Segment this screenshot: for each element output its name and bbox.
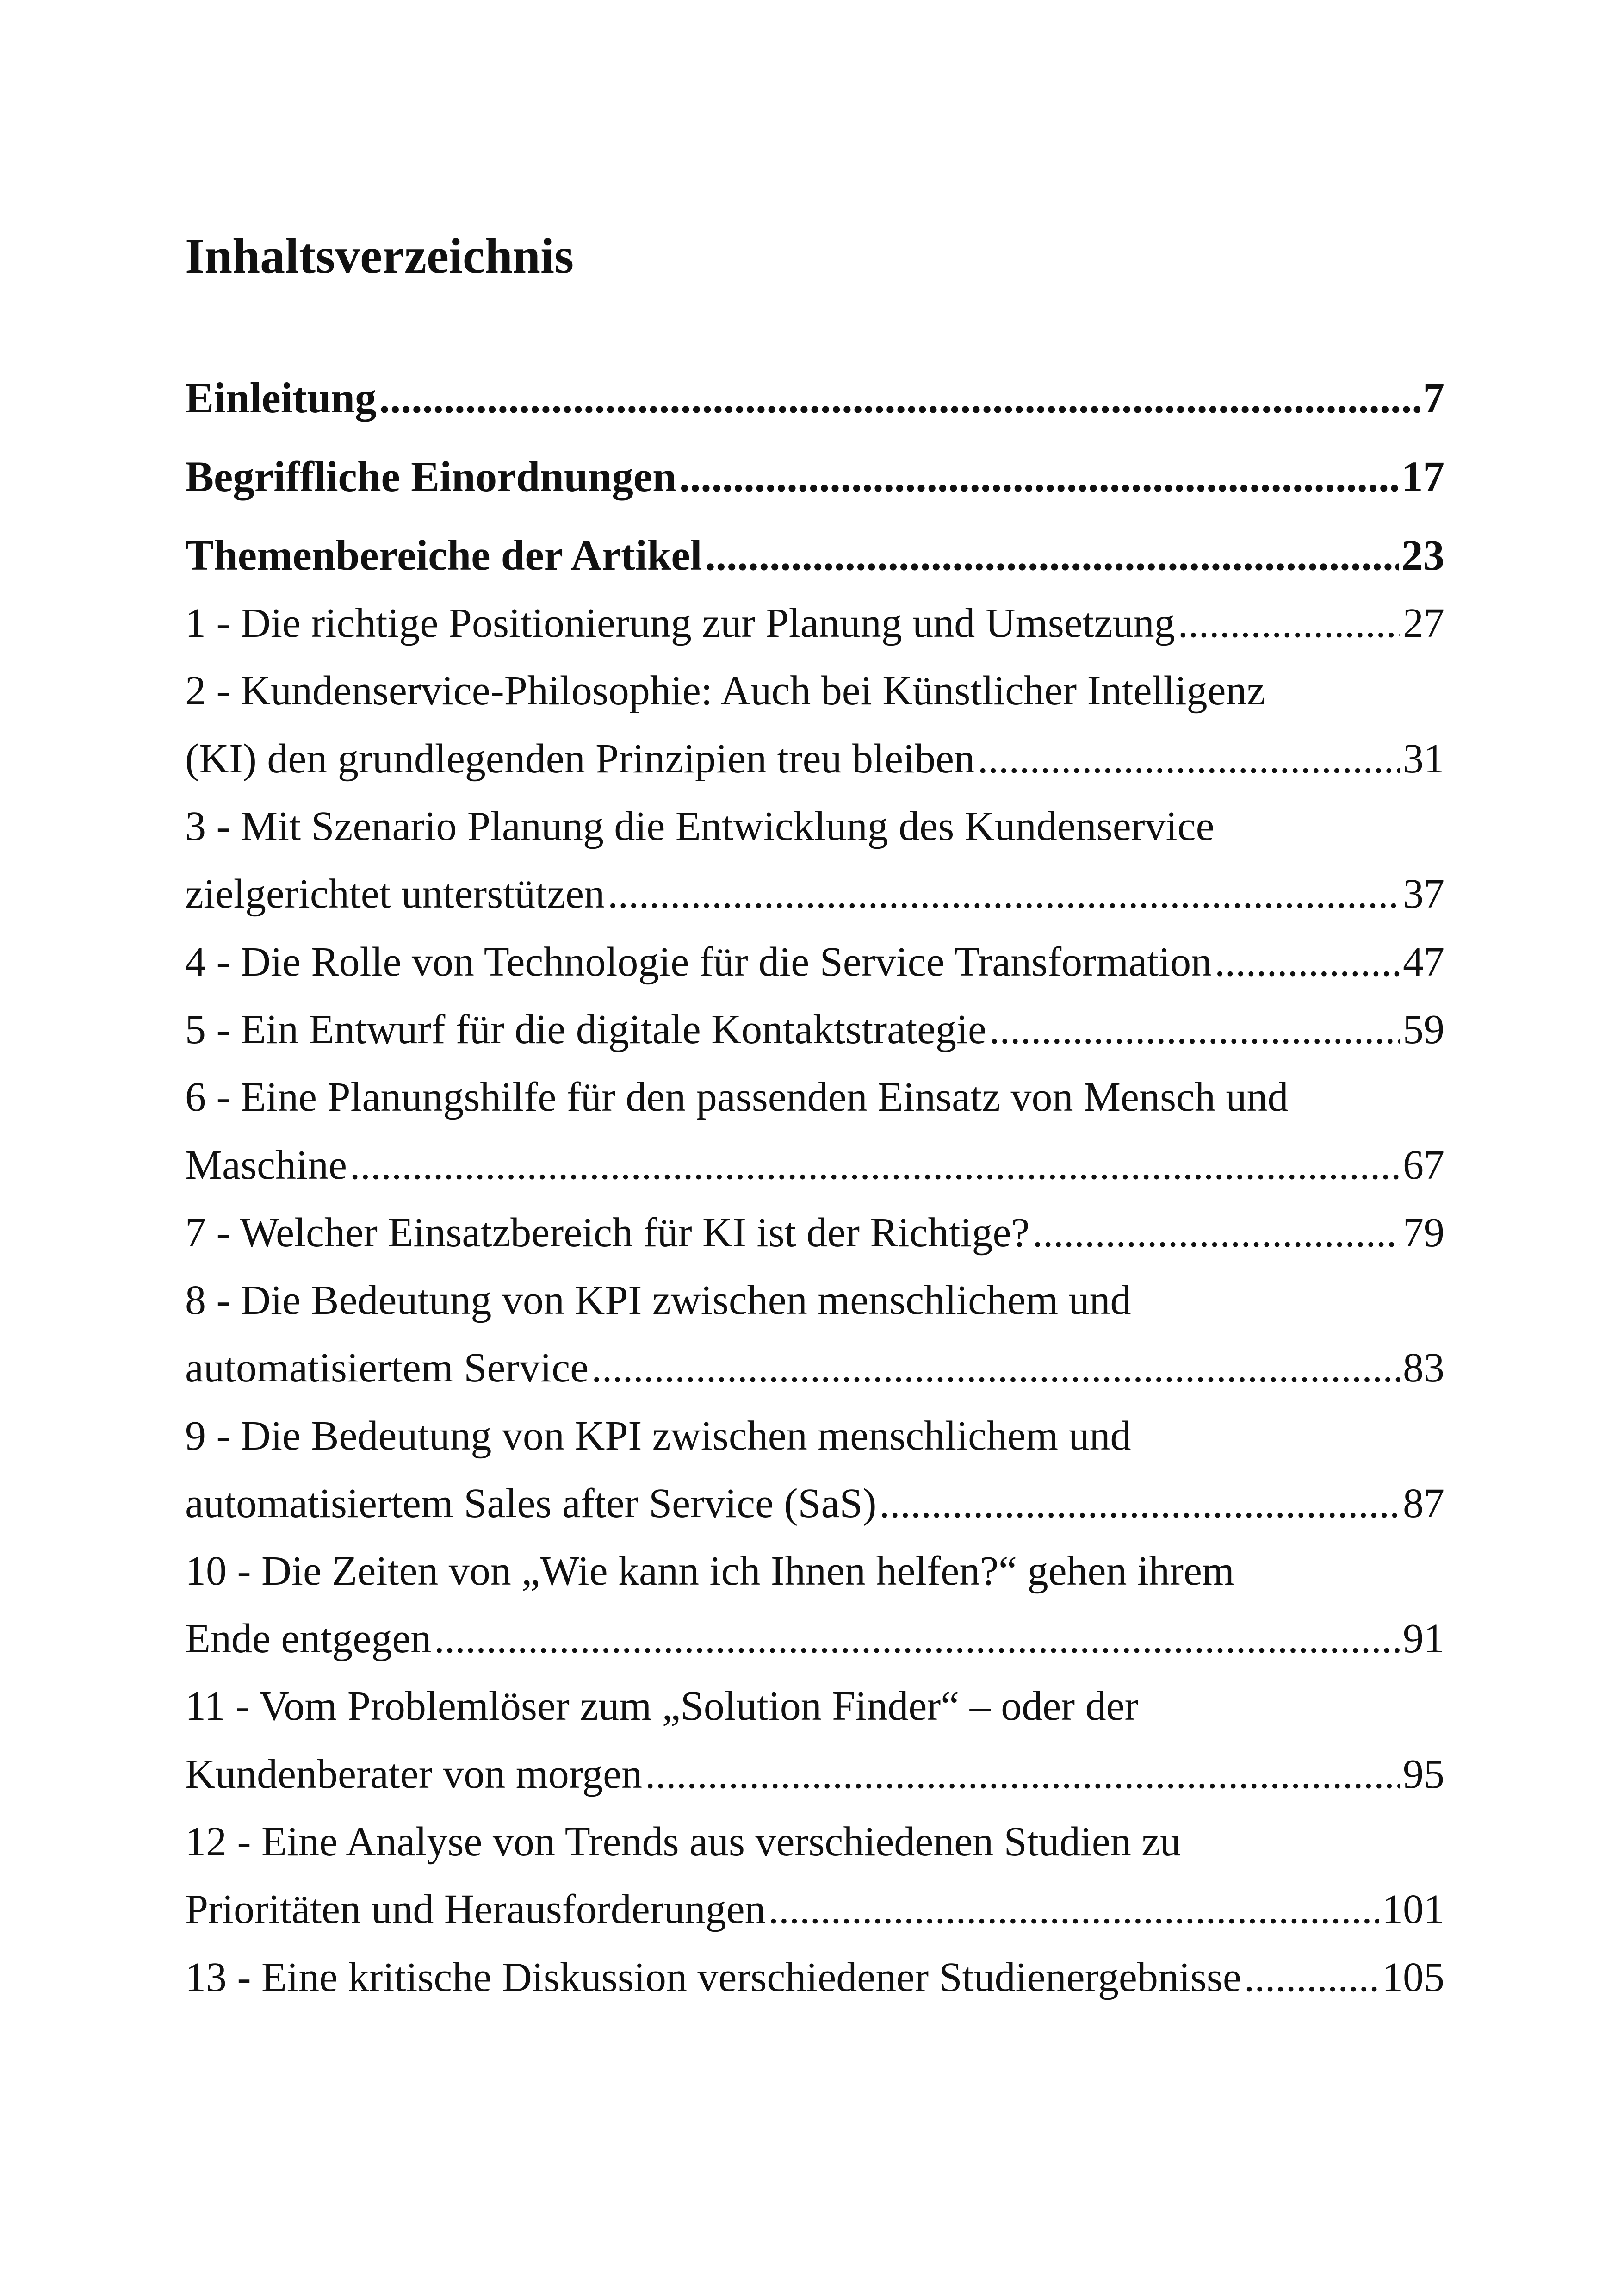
toc-entry-continuation: zielgerichtet unterstützen <box>185 871 605 917</box>
toc-entry-title: 6 - Eine Planungshilfe für den passenden Einsatz von Mensch und <box>185 1074 1289 1120</box>
toc-entry-title: 8 - Die Bedeutung von KPI zwischen menschlichem und <box>185 1277 1131 1323</box>
toc-entry-title: 5 - Ein Entwurf für die digitale Kontaktstrategie <box>185 1007 986 1052</box>
toc-entry-article-7[interactable] <box>185 1201 1444 1265</box>
toc-page-number: 7 <box>1423 374 1444 422</box>
toc-leader-dots <box>591 1336 1400 1400</box>
toc-entry-article-11-line-2[interactable] <box>185 1742 1444 1807</box>
toc-entry-article-8-line-1[interactable] <box>185 1268 1444 1333</box>
toc-entry-title: 2 - Kundenservice-Philosophie: Auch bei Künstlicher Intelligenz <box>185 668 1265 714</box>
toc-leader-dots <box>705 523 1399 588</box>
toc-entry-continuation: Kundenberater von morgen <box>185 1751 643 1797</box>
toc-entry-article-6-line-2[interactable] <box>185 1133 1444 1198</box>
toc-entry-article-3-line-2[interactable] <box>185 862 1444 927</box>
toc-leader-dots <box>1215 930 1400 995</box>
toc-page-number: 31 <box>1403 736 1444 782</box>
toc-entry-article-6-line-1[interactable] <box>185 1065 1444 1130</box>
toc-entry-article-4[interactable] <box>185 930 1444 995</box>
toc-entry-continuation: automatisiertem Service <box>185 1345 589 1391</box>
toc-entry-title: 13 - Eine kritische Diskussion verschiedener Studienergebnisse <box>185 1954 1241 2000</box>
toc-page-number: 91 <box>1403 1616 1444 1661</box>
toc-entry-title: 11 - Vom Problemlöser zum „Solution Finder“ – oder der <box>185 1683 1139 1729</box>
toc-entry-continuation: Ende entgegen <box>185 1616 432 1661</box>
toc-entry-article-2-line-2[interactable] <box>185 727 1444 791</box>
toc-entry-title: Begriffliche Einordnungen <box>185 453 676 501</box>
toc-entry-article-10-line-1[interactable] <box>185 1539 1444 1604</box>
toc-entry-continuation: (KI) den grundlegenden Prinzipien treu bleiben <box>185 736 975 782</box>
toc-leader-dots <box>880 1471 1401 1536</box>
toc-page-number: 27 <box>1403 600 1444 646</box>
toc-entry-article-12-line-1[interactable] <box>185 1810 1444 1874</box>
toc-entry-title: 7 - Welcher Einsatzbereich für KI ist der Richtige? <box>185 1210 1030 1256</box>
toc-page-number: 105 <box>1382 1954 1444 2000</box>
toc-entry-begriffliche-einordnungen[interactable] <box>185 445 1444 510</box>
toc-entry-article-8-line-2[interactable] <box>185 1336 1444 1400</box>
toc-leader-dots <box>645 1742 1400 1807</box>
toc-leader-dots <box>989 997 1400 1062</box>
toc-entry-article-3-line-1[interactable] <box>185 794 1444 859</box>
toc-leader-dots <box>1178 591 1400 656</box>
toc-leader-dots <box>1244 1945 1379 2010</box>
toc-page-number: 87 <box>1403 1481 1444 1526</box>
toc-entry-title: 1 - Die richtige Positionierung zur Planung und Umsetzung <box>185 600 1175 646</box>
toc-leader-dots <box>1032 1201 1400 1265</box>
toc-entry-article-10-line-2[interactable] <box>185 1606 1444 1671</box>
toc-entry-title: 3 - Mit Szenario Planung die Entwicklung des Kundenservice <box>185 803 1215 849</box>
toc-entry-article-13[interactable] <box>185 1945 1444 2010</box>
toc-entry-themenbereiche[interactable] <box>185 523 1444 588</box>
toc-page-number: 59 <box>1403 1007 1444 1052</box>
toc-entry-continuation: Prioritäten und Herausforderungen <box>185 1886 766 1932</box>
toc-leader-dots <box>608 862 1400 927</box>
toc-entry-article-9-line-1[interactable] <box>185 1404 1444 1468</box>
toc-leader-dots <box>350 1133 1400 1198</box>
toc-leader-dots <box>679 445 1399 510</box>
toc-page <box>185 0 1444 2296</box>
toc-entry-article-9-line-2[interactable] <box>185 1471 1444 1536</box>
toc-entry-article-12-line-2[interactable] <box>185 1877 1444 1942</box>
toc-entry-einleitung[interactable] <box>185 366 1444 431</box>
toc-page-number: 101 <box>1382 1886 1444 1932</box>
toc-leader-dots <box>769 1877 1379 1942</box>
toc-entry-title: 12 - Eine Analyse von Trends aus verschiedenen Studien zu <box>185 1819 1181 1865</box>
toc-leader-dots <box>978 727 1400 791</box>
toc-entry-continuation: automatisiertem Sales after Service (SaS) <box>185 1481 877 1526</box>
toc-leader-dots <box>434 1606 1400 1671</box>
toc-page-number: 95 <box>1403 1751 1444 1797</box>
toc-entry-article-1[interactable] <box>185 591 1444 656</box>
toc-entry-article-2-line-1[interactable] <box>185 659 1444 723</box>
toc-entry-article-5[interactable] <box>185 997 1444 1062</box>
toc-page-number: 17 <box>1401 453 1444 501</box>
toc-entry-title: 4 - Die Rolle von Technologie für die Service Transformation <box>185 939 1212 985</box>
toc-page-number: 23 <box>1401 532 1444 579</box>
toc-entry-title: Themenbereiche der Artikel <box>185 532 702 579</box>
toc-page-number: 79 <box>1403 1210 1444 1256</box>
toc-page-number: 83 <box>1403 1345 1444 1391</box>
toc-entry-title: 9 - Die Bedeutung von KPI zwischen menschlichem und <box>185 1413 1131 1459</box>
toc-page-number: 37 <box>1403 871 1444 917</box>
toc-entry-title: Einleitung <box>185 374 377 422</box>
toc-entry-title: 10 - Die Zeiten von „Wie kann ich Ihnen helfen?“ gehen ihrem <box>185 1548 1234 1594</box>
toc-entry-continuation: Maschine <box>185 1142 347 1188</box>
toc-page-number: 67 <box>1403 1142 1444 1188</box>
toc-leader-dots <box>379 366 1420 431</box>
toc-title: Inhaltsverzeichnis <box>185 229 574 284</box>
toc-entry-article-11-line-1[interactable] <box>185 1674 1444 1739</box>
toc-page-number: 47 <box>1403 939 1444 985</box>
